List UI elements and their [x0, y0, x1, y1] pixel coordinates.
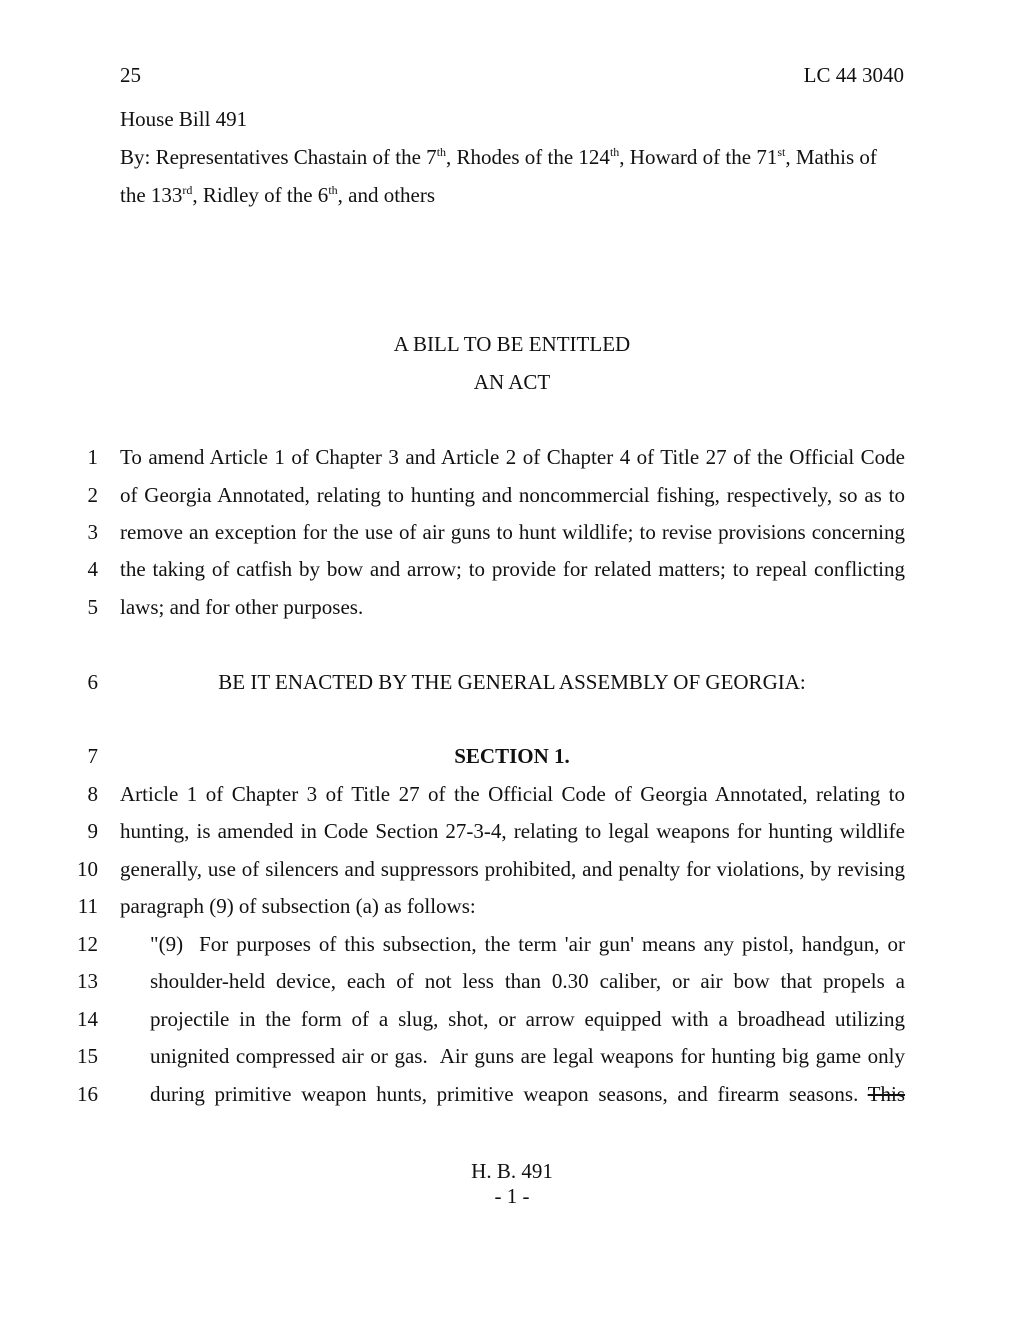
sponsors-text: By: Representatives Chastain of the 7	[120, 145, 437, 169]
body-line: "(9) For purposes of this subsection, the term 'air gun' means any pistol, handgun, or	[150, 932, 905, 956]
enacting-clause: BE IT ENACTED BY THE GENERAL ASSEMBLY OF GEORGIA:	[218, 670, 806, 694]
sponsors-text: , Howard of the 71	[619, 145, 778, 169]
body-line: remove an exception for the use of air guns to hunt wildlife; to revise provisions concerning	[120, 520, 905, 544]
sponsors-text: , Rhodes of the 124	[446, 145, 610, 169]
sponsors-line-2	[120, 185, 435, 206]
line-number: 7	[87, 744, 98, 768]
body-line-text: during primitive weapon hunts, primitive weapon seasons, and firearm seasons.	[150, 1082, 859, 1106]
body-line: Article 1 of Chapter 3 of Title 27 of the Official Code of Georgia Annotated, relating to	[120, 782, 905, 806]
body-line: laws; and for other purposes.	[120, 595, 364, 619]
body-line: of Georgia Annotated, relating to hunting and noncommercial fishing, respectively, so as to	[120, 483, 905, 507]
sponsors-line-1	[120, 147, 877, 168]
page-code: 25	[120, 63, 141, 87]
sponsors-text: , Mathis of	[785, 145, 877, 169]
footer-bill-ref: H. B. 491	[471, 1159, 553, 1183]
line-number: 2	[87, 483, 98, 507]
line-number: 4	[87, 557, 98, 581]
struck-text: This	[867, 1082, 906, 1106]
line-number: 9	[87, 819, 98, 843]
ordinal-suffix: rd	[182, 183, 193, 197]
line-number: 14	[77, 1007, 98, 1031]
body-line: projectile in the form of a slug, shot, or arrow equipped with a broadhead utilizing	[150, 1007, 905, 1031]
line-number: 1	[87, 445, 98, 469]
line-number: 3	[87, 520, 98, 544]
body-line: unignited compressed air or gas. Air guns are legal weapons for hunting big game only	[150, 1044, 905, 1068]
body-line: To amend Article 1 of Chapter 3 and Article 2 of Chapter 4 of Title 27 of the Official Code	[120, 445, 905, 469]
body-line: hunting, is amended in Code Section 27-3-4, relating to legal weapons for hunting wildlife	[120, 819, 905, 843]
bill-title-line-1: A BILL TO BE ENTITLED	[393, 332, 631, 356]
sponsors-text: , Ridley of the 6	[192, 183, 329, 207]
line-number: 13	[77, 969, 98, 993]
ordinal-suffix: st	[777, 145, 786, 159]
ordinal-suffix: th	[436, 145, 447, 159]
line-number: 11	[77, 894, 98, 918]
ordinal-suffix: th	[609, 145, 620, 159]
bill-name: House Bill 491	[120, 107, 248, 131]
section-heading: SECTION 1.	[454, 744, 570, 768]
sponsors-text: , and others	[337, 183, 436, 207]
line-number: 16	[77, 1082, 98, 1106]
lc-number: LC 44 3040	[803, 63, 904, 87]
body-line: shoulder-held device, each of not less than 0.30 caliber, or air bow that propels a	[150, 969, 905, 993]
line-number: 8	[87, 782, 98, 806]
line-number: 12	[77, 932, 98, 956]
line-number: 10	[77, 857, 98, 881]
line-number: 6	[87, 670, 98, 694]
line-number: 5	[87, 595, 98, 619]
body-line: the taking of catfish by bow and arrow; to provide for related matters; to repeal conflicting	[120, 557, 905, 581]
bill-title-line-2: AN ACT	[473, 370, 551, 394]
body-line: generally, use of silencers and suppressors prohibited, and penalty for violations, by revising	[120, 857, 905, 881]
body-line-with-strike	[150, 1084, 905, 1105]
ordinal-suffix: th	[328, 183, 338, 197]
footer-page-number: - 1 -	[494, 1184, 530, 1208]
line-number: 15	[77, 1044, 98, 1068]
body-line: paragraph (9) of subsection (a) as follows:	[120, 894, 476, 918]
sponsors-text: the 133	[120, 183, 183, 207]
